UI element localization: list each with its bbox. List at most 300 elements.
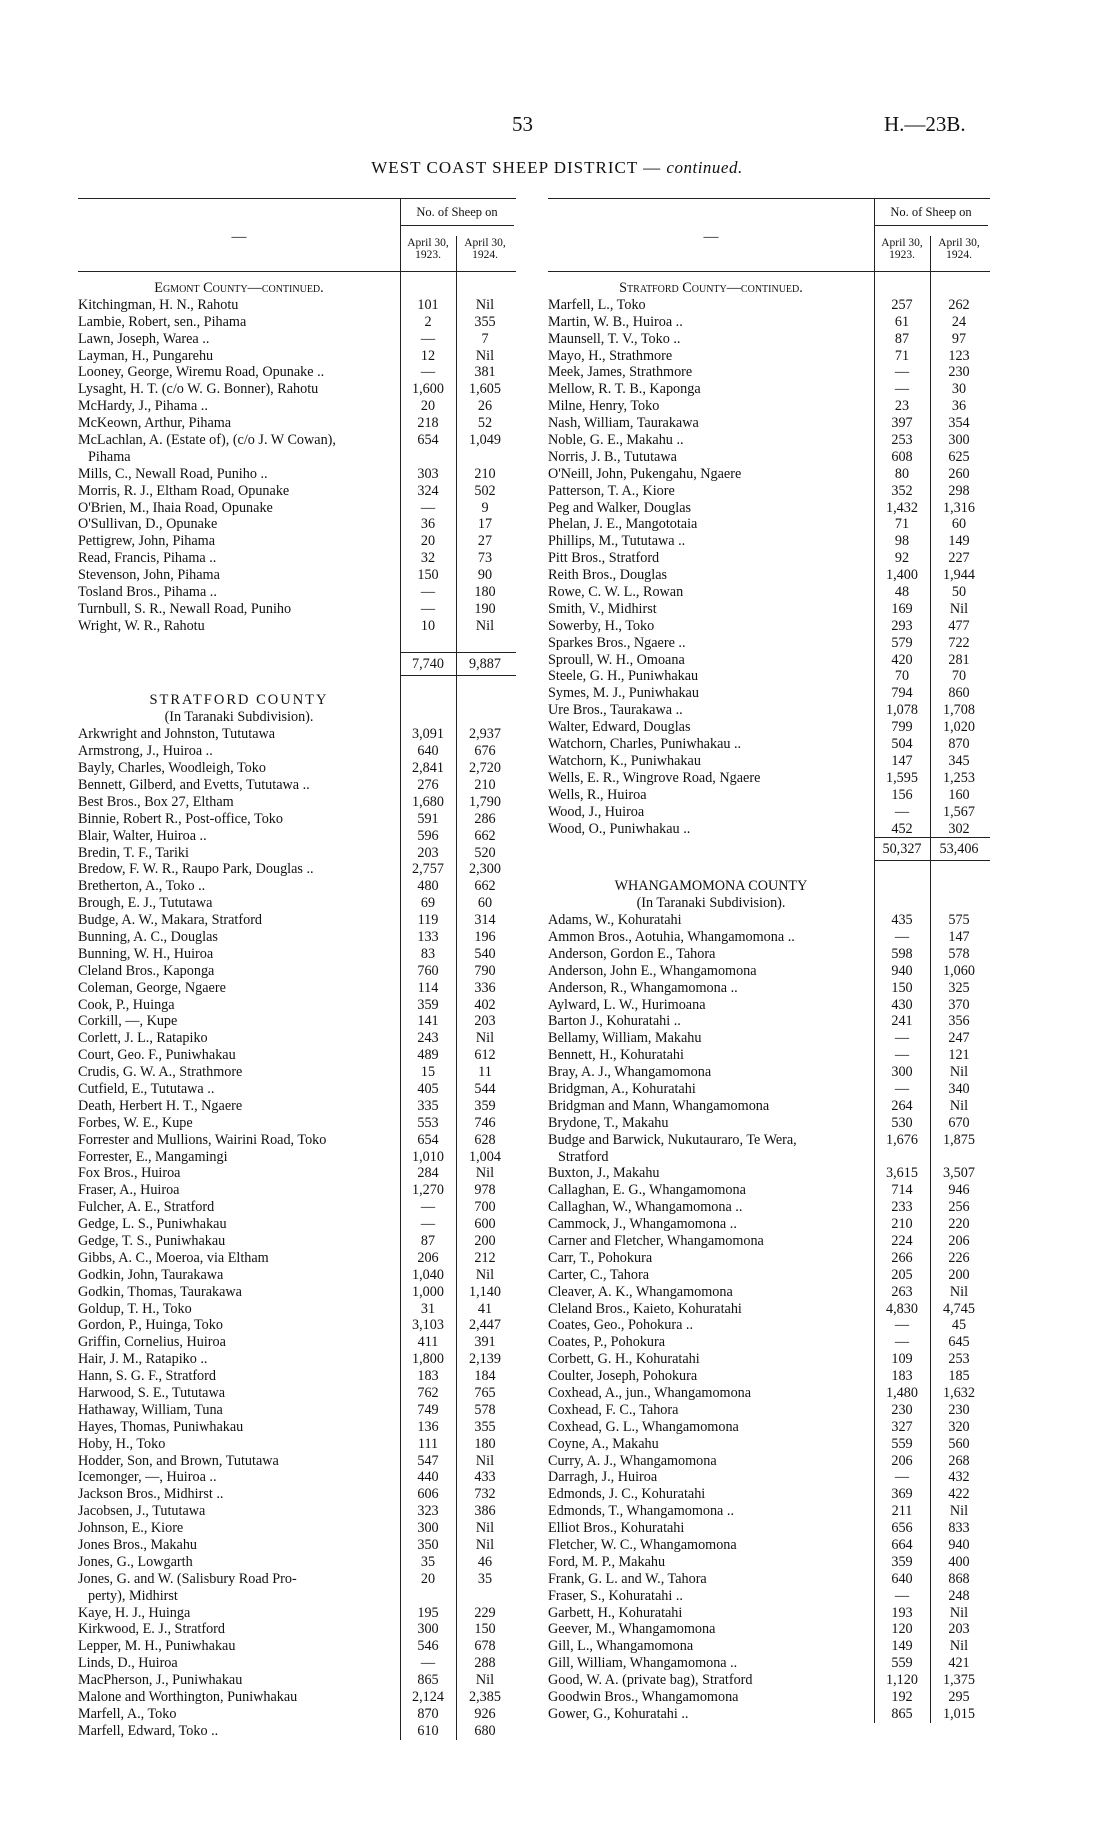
sheep-1924: 628 [474,1131,496,1148]
table-row [78,1706,516,1723]
table-row [78,845,516,862]
owner-name: Death, Herbert H. T., Ngaere [78,1097,243,1114]
sheep-1924: 700 [474,1199,496,1216]
sheep-1924: Nil [949,1097,969,1114]
owner-name: Carner and Fletcher, Whangamomona [548,1232,764,1249]
sheep-1923: 266 [891,1249,913,1266]
table-row [548,1267,990,1284]
owner-name: Callaghan, W., Whangamomona .. [548,1199,743,1216]
table-row [78,1351,516,1368]
sheep-1923: 69 [420,895,436,912]
sheep-1923: 369 [891,1486,913,1503]
owner-name: Coxhead, G. L., Whangamomona [548,1418,739,1435]
table-row [78,550,516,567]
sheep-1923: 2,757 [412,861,444,878]
sheep-1924: 356 [948,1013,970,1030]
table-row [78,1216,516,1233]
page-number: 53 [512,112,533,136]
sheep-1923: — [420,364,436,381]
sheep-1924: 432 [948,1469,970,1486]
owner-name: Martin, W. B., Huiroa .. [548,313,683,330]
owner-name: Cleaver, A. K., Whangamomona [548,1283,733,1300]
sheep-1923: 3,615 [886,1165,918,1182]
sheep-1924: 680 [474,1722,496,1739]
owner-name: Stevenson, John, Pihama [78,567,220,584]
sheep-1923: — [420,584,436,601]
sheep-1924: 746 [474,1114,496,1131]
table-row [78,1149,516,1166]
table-row [548,1419,990,1436]
sheep-1923: 654 [417,1131,439,1148]
table-row [548,635,990,652]
sheep-1924: 247 [948,1030,970,1047]
sheep-1924: 45 [951,1317,967,1334]
owner-name: Wells, R., Huiroa [548,786,647,803]
owner-name: Coleman, George, Ngaere [78,979,226,996]
table-row [78,516,516,533]
sheep-1923: — [894,1469,910,1486]
owner-name: Godkin, Thomas, Taurakawa [78,1283,242,1300]
table-row [78,1436,516,1453]
sheep-1923: — [420,1216,436,1233]
owner-name: Bray, A. J., Whangamomona [548,1064,712,1081]
owner-name: Ammon Bros., Aotuhia, Whangamomona .. [548,928,795,945]
owner-name: O'Sullivan, D., Opunake [78,516,218,533]
sheep-1923: 397 [891,415,913,432]
table-row [548,618,990,635]
sheep-1924: 678 [474,1638,496,1655]
owner-name: Best Bros., Box 27, Eltham [78,793,234,810]
sheep-1924: 70 [951,668,967,685]
owner-name: Ford, M. P., Makahu [548,1553,666,1570]
owner-name: Bredow, F. W. R., Raupo Park, Douglas .. [78,861,314,878]
sheep-1924: 52 [477,415,493,432]
sheep-1924: 560 [948,1435,970,1452]
owner-name: Sproull, W. H., Omoana [548,651,685,668]
sheep-1923: 120 [891,1621,913,1638]
sheep-1924: 3,507 [943,1165,975,1182]
header-subrule [400,225,514,226]
table-row [78,760,516,777]
sheep-1923: 559 [891,1655,913,1672]
sheep-1923: 762 [417,1385,439,1401]
owner-name: Darragh, J., Huiroa [548,1469,658,1486]
table-row [548,821,990,838]
owner-name: Lysaght, H. T. (c/o W. G. Bonner), Rahotu [78,381,319,398]
sheep-1923: 420 [891,651,913,668]
owner-name: Steele, G. H., Puniwhakau [548,668,699,685]
sheep-1924: Nil [475,1030,495,1047]
owner-name: Rowe, C. W. L., Rowan [548,584,684,601]
owner-name: Gower, G., Kohuratahi .. [548,1705,689,1722]
table-header [548,198,990,272]
sheep-1923: 70 [894,668,910,685]
sheep-1923: 243 [417,1030,439,1047]
table-row [78,1081,516,1098]
table-row [548,1385,990,1402]
owner-name: Hathaway, William, Tuna [78,1401,223,1418]
sheep-1924: 160 [948,786,970,803]
table-row [548,1317,990,1334]
owner-name: Hair, J. M., Ratapiko .. [78,1351,208,1368]
sheep-1923: 12 [420,347,436,364]
sheep-1923: 749 [417,1401,439,1418]
section-heading-text: STRATFORD COUNTY [149,692,329,709]
sheep-1923: 591 [417,810,439,827]
owner-name: Corkill, —, Kupe [78,1013,178,1030]
sheep-1923: 608 [891,448,913,465]
table-row [548,1284,990,1301]
table-row [78,1334,516,1351]
table-row [78,1486,516,1503]
owner-name: Kitchingman, H. N., Rahotu [78,296,239,313]
owner-name: Gill, L., Whangamomona [548,1638,694,1655]
owner-name: Marfell, Edward, Toko .. [78,1722,219,1739]
sheep-1923: 640 [891,1570,913,1587]
sheep-1924: 9 [481,499,489,516]
table-row [78,618,516,635]
owner-name: Fulcher, A. E., Stratford [78,1199,215,1216]
sheep-1923: — [894,1334,910,1351]
owner-name: Fox Bros., Huiroa [78,1165,181,1182]
table-row [548,1453,990,1470]
table-row [78,794,516,811]
section-heading [548,280,990,297]
sheep-1924: 645 [948,1334,970,1351]
total-1923: 7,740 [412,655,444,672]
sheep-1923: 205 [891,1266,913,1283]
owner-name: Wells, E. R., Wingrove Road, Ngaere [548,769,761,786]
table-row [78,567,516,584]
sheep-1923: 656 [891,1520,913,1537]
table-row [548,1165,990,1182]
sheep-1924: 722 [948,634,970,651]
sheep-1923: 87 [420,1232,436,1249]
total-1924: 9,887 [469,655,501,672]
table-row [78,1419,516,1436]
header-no-of-sheep: No. of Sheep on [416,205,498,219]
sheep-1924: 354 [948,415,970,432]
table-row [548,415,990,432]
table-row [548,685,990,702]
table-row [78,1368,516,1385]
header-dash: — [231,229,247,245]
sheep-1923: 799 [891,719,913,736]
sheep-1923: 218 [417,415,439,432]
sheep-1924: 46 [477,1553,493,1570]
sheep-1924: 345 [948,752,970,769]
sheep-1924: 73 [477,550,493,567]
sheep-1924: 302 [948,820,970,837]
sheep-1924: 4,745 [943,1300,975,1317]
table-row [548,584,990,601]
owner-name: Coates, Geo., Pohokura .. [548,1317,694,1334]
sheep-1923: 640 [417,743,439,760]
owner-name: Edmonds, T., Whangamomona .. [548,1503,734,1520]
owner-name: Budge and Barwick, Nukutauraro, Te Wera, [548,1131,797,1148]
sheep-1924: Nil [949,1283,969,1300]
table-row [548,1149,990,1166]
table-row [78,1132,516,1149]
sheep-1924: 860 [948,685,970,702]
title-continued: continued. [666,158,743,177]
sheep-1923: 36 [420,516,436,533]
table-row [548,1233,990,1250]
sheep-1924: 11 [478,1064,492,1081]
table-row [78,449,516,466]
sheep-1923: 192 [891,1689,913,1706]
sheep-1923: 147 [891,752,913,769]
sheep-1924: 1,875 [943,1131,975,1148]
sheep-1923: 1,010 [412,1148,444,1165]
table-row [78,1672,516,1689]
table-row [548,1621,990,1638]
header-april-1924: April 30, 1924. [938,237,980,261]
sheep-1924: Nil [475,1520,495,1537]
sheep-1924: 288 [474,1655,496,1672]
table-row [548,1436,990,1453]
owner-name: Corlett, J. L., Ratapiko [78,1030,208,1047]
table-row [78,946,516,963]
table-row [548,398,990,415]
sheep-1923: 119 [417,912,439,929]
sheep-1924: 1,790 [469,793,501,810]
sheep-1924: 196 [474,928,496,945]
owner-name: Budge, A. W., Makara, Stratford [78,912,263,929]
owner-name: Pitt Bros., Stratford [548,550,660,567]
table-row [548,702,990,719]
sheep-1924: 90 [477,567,493,584]
owner-name: Cleland Bros., Kaponga [78,962,215,979]
table-row [548,1638,990,1655]
title-main: WEST COAST SHEEP DISTRICT [371,158,638,177]
sheep-1923: 1,800 [412,1351,444,1368]
sheep-1924: 184 [474,1368,496,1385]
sheep-1924: 575 [948,912,970,929]
owner-name: Morris, R. J., Eltham Road, Opunake [78,482,290,499]
table-row [548,1098,990,1115]
owner-name: Norris, J. B., Tututawa [548,448,677,465]
sheep-1923: 714 [891,1182,913,1199]
sheep-1924: 295 [948,1689,970,1706]
sheep-1923: 664 [891,1537,913,1554]
table-row [548,449,990,466]
sheep-1923: 1,400 [886,567,918,584]
table-row [78,1182,516,1199]
owner-name: Corbett, G. H., Kohuratahi [548,1351,700,1368]
owner-name: Hayes, Thomas, Puniwhakau [78,1418,244,1435]
sheep-1923: 303 [417,465,439,482]
sheep-1923: 352 [891,482,913,499]
header-no-of-sheep: No. of Sheep on [890,205,972,219]
owner-name: Hann, S. G. F., Stratford [78,1368,216,1385]
owner-name: Aylward, L. W., Hurimoana [548,996,706,1013]
table-row [548,929,990,946]
table-row [548,1571,990,1588]
table-row [78,1621,516,1638]
sheep-1924: 355 [474,313,496,330]
owner-name: Gedge, L. S., Puniwhakau [78,1216,227,1233]
sheep-1923: 547 [417,1452,439,1469]
sheep-1924: 229 [474,1604,496,1621]
table-row [548,946,990,963]
sheep-1924: 185 [948,1368,970,1385]
table-row [78,1199,516,1216]
table-row [78,743,516,760]
sheep-1924: 1,060 [943,962,975,979]
sheep-1924: 600 [474,1216,496,1233]
sheep-1923: 233 [891,1199,913,1216]
sheep-1924: 502 [474,482,496,499]
owner-name: Noble, G. E., Makahu .. [548,432,684,449]
sheep-1923: — [894,928,910,945]
sheep-1924: 60 [477,895,493,912]
table-row [548,1334,990,1351]
sheep-1923: 83 [420,945,436,962]
table-row [78,1284,516,1301]
table-row [78,415,516,432]
table-row [548,1588,990,1605]
sheep-1924: 325 [948,979,970,996]
table-row [78,895,516,912]
sheep-1924: 200 [948,1266,970,1283]
sheep-1924: 578 [474,1401,496,1418]
sheep-1924: 2,720 [469,760,501,777]
table-row [78,963,516,980]
table-row [548,719,990,736]
owner-name: Looney, George, Wiremu Road, Opunake .. [78,364,325,381]
section-heading-text: WHANGAMOMONA COUNTY [614,878,808,895]
table-row [78,1537,516,1554]
sheep-1924: 868 [948,1570,970,1587]
sheep-1924: 790 [474,962,496,979]
sheep-1924: 1,944 [943,567,975,584]
sheep-1924: 359 [474,1097,496,1114]
table-row [78,1723,516,1740]
table-row [548,364,990,381]
sheep-1924: Nil [949,1503,969,1520]
sheep-1924: 230 [948,1401,970,1418]
sheep-1923: 10 [420,617,436,634]
sheep-1924: 1,049 [469,432,501,449]
owner-name: Nash, William, Taurakawa [548,415,699,432]
blank-row [78,676,516,693]
table-row [78,533,516,550]
owner-name: Stratford [558,1148,609,1165]
table-row [548,1689,990,1706]
sheep-1923: 2 [424,313,432,330]
sheep-1924: 180 [474,584,496,601]
table-row [548,1520,990,1537]
sheep-1924: 180 [474,1435,496,1452]
table-row [548,348,990,365]
sheep-1923: 31 [420,1300,436,1317]
sheep-1923: 71 [894,516,910,533]
table-row [548,1554,990,1571]
sheep-1923: — [420,330,436,347]
table-row [548,1503,990,1520]
owner-name: Anderson, Gordon E., Tahora [548,945,716,962]
sheep-1924: Nil [475,1537,495,1554]
owner-name: Hodder, Son, and Brown, Tututawa [78,1452,279,1469]
owner-name: Barton J., Kohuratahi .. [548,1013,681,1030]
sheep-1924: 940 [948,1537,970,1554]
owner-name: Marfell, L., Toko [548,296,646,313]
table-row [78,997,516,1014]
sheep-1923: 195 [417,1604,439,1621]
table-row [548,1368,990,1385]
section-heading [548,878,990,895]
sheep-1924: 260 [948,465,970,482]
sheep-1923: 1,120 [886,1672,918,1689]
sheep-1924: 121 [948,1047,970,1064]
sheep-1923: 553 [417,1114,439,1131]
document-reference: H.—23B. [884,112,966,136]
sheep-1923: 23 [894,398,910,415]
total-row [874,837,990,861]
owner-name: Meek, James, Strathmore [548,364,693,381]
owner-name: Milne, Henry, Toko [548,398,660,415]
sheep-1923: 206 [891,1452,913,1469]
owner-name: Jones Bros., Makahu [78,1537,198,1554]
sheep-1923: 230 [891,1401,913,1418]
owner-name: Lawn, Joseph, Warea .. [78,330,210,347]
sheep-1924: 381 [474,364,496,381]
sheep-1924: 190 [474,600,496,617]
owner-name: Bayly, Charles, Woodleigh, Toko [78,760,266,777]
sheep-1924: 281 [948,651,970,668]
owner-name: O'Brien, M., Ihaia Road, Opunake [78,499,273,516]
sheep-1924: 544 [474,1080,496,1097]
sheep-1923: 169 [891,600,913,617]
table-row [548,466,990,483]
owner-name: Geever, M., Whangamomona [548,1621,716,1638]
sheep-1924: Nil [949,600,969,617]
sheep-1924: Nil [475,1266,495,1283]
sheep-1924: 256 [948,1199,970,1216]
sheep-1924: 227 [948,550,970,567]
table-row [548,516,990,533]
sheep-1923: — [894,1317,910,1334]
sheep-1924: 35 [477,1570,493,1587]
table-row [78,878,516,895]
sheep-1923: 92 [894,550,910,567]
table-row [78,980,516,997]
owner-name: McHardy, J., Pihama .. [78,398,208,415]
table-row [78,1571,516,1588]
sheep-1924: 220 [948,1216,970,1233]
blank-row [548,861,990,878]
owner-name: Coxhead, A., jun., Whangamomona [548,1385,752,1401]
sheep-1923: 87 [894,330,910,347]
table-row [78,1385,516,1402]
sheep-1924: 926 [474,1705,496,1722]
sheep-1924: 147 [948,928,970,945]
sheep-1923: 156 [891,786,913,803]
owner-name: Anderson, John E., Whangamomona [548,962,757,979]
table-row [78,828,516,845]
table-row [548,1672,990,1689]
owner-name: Gill, William, Whangamomona .. [548,1655,738,1672]
owner-name: Bennett, Gilberd, and Evetts, Tututawa .. [78,776,310,793]
owner-name: MacPherson, J., Puniwhakau [78,1672,243,1689]
sheep-1924: 1,708 [943,702,975,719]
sheep-1924: 370 [948,996,970,1013]
table-row [548,1351,990,1368]
sheep-1924: 833 [948,1520,970,1537]
owner-name: Bridgman and Mann, Whangamomona [548,1097,770,1114]
table-row [548,1402,990,1419]
